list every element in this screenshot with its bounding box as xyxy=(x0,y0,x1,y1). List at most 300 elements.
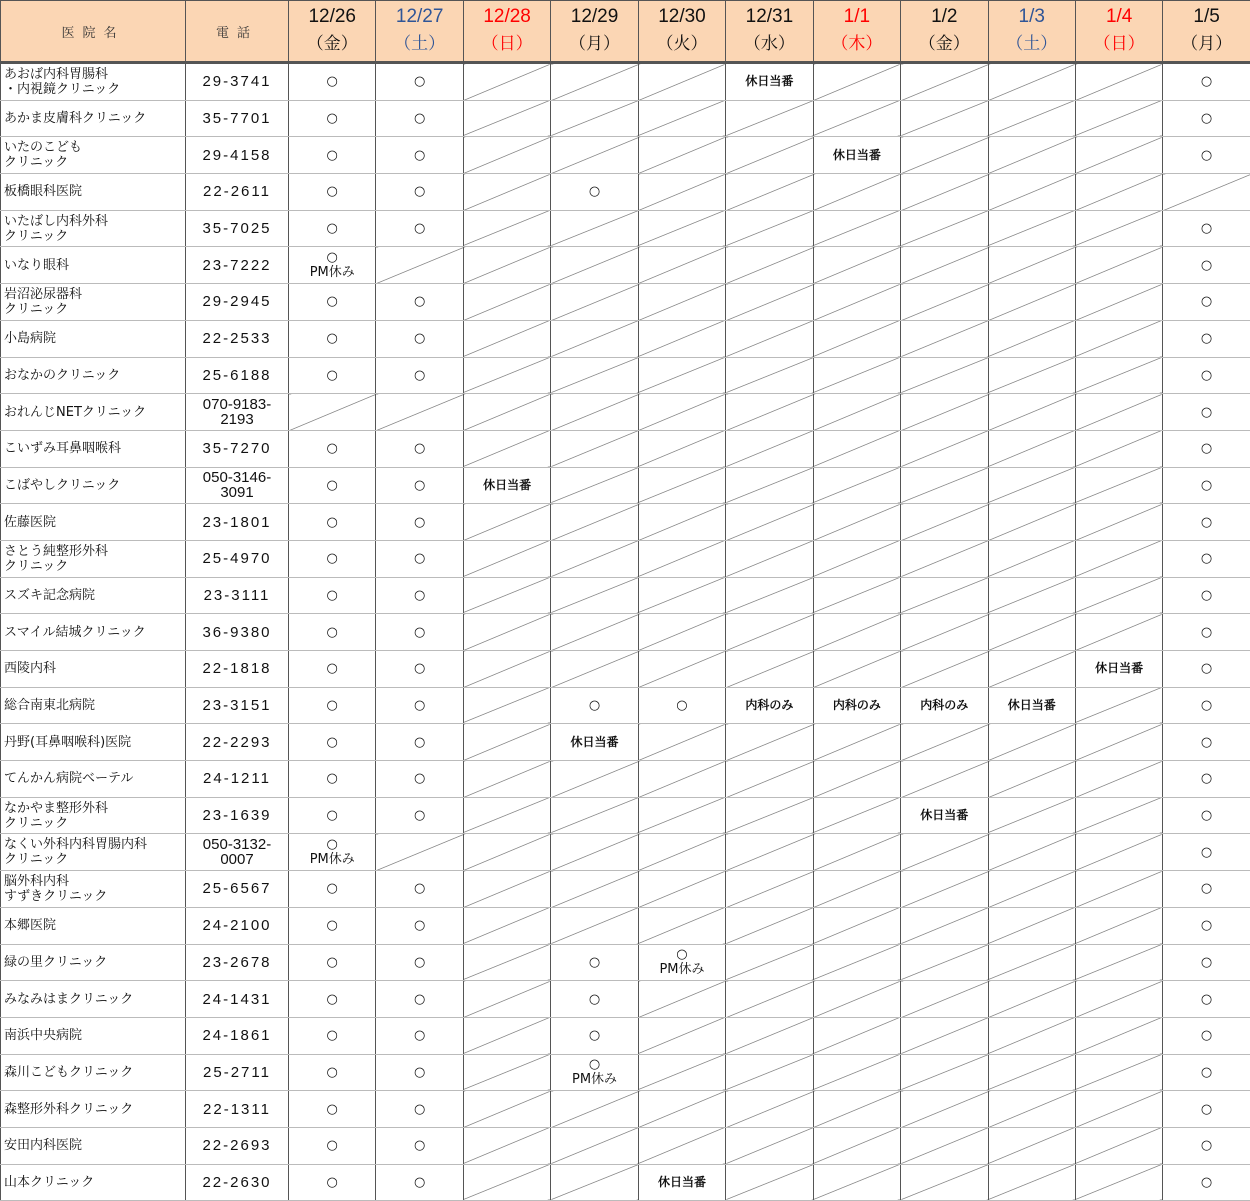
open-cell: ○ xyxy=(376,1017,463,1054)
open-cell: ○ xyxy=(1163,504,1250,541)
closed-cell xyxy=(988,540,1075,577)
closed-cell xyxy=(726,614,813,651)
closed-cell xyxy=(463,651,550,688)
day-weekday: （日） xyxy=(464,30,550,58)
duty-note-cell: 休日当番 xyxy=(1075,651,1162,688)
closed-cell xyxy=(463,724,550,761)
day-header xyxy=(988,1,1075,63)
closed-cell xyxy=(726,907,813,944)
open-cell: ○ xyxy=(289,540,376,577)
closed-cell xyxy=(901,430,988,467)
day-date: 12/29 xyxy=(551,4,637,30)
open-cell: ○ xyxy=(376,907,463,944)
closed-cell xyxy=(901,137,988,174)
day-date: 1/2 xyxy=(901,4,987,30)
closed-cell xyxy=(638,63,725,101)
clinic-name: いたばし内科外科 クリニック xyxy=(1,210,186,247)
clinic-name: なくい外科内科胃腸内科 クリニック xyxy=(1,834,186,871)
closed-cell xyxy=(638,1054,725,1091)
closed-cell xyxy=(813,797,900,834)
open-cell: ○ xyxy=(551,944,638,981)
clinic-tel: 36-9380 xyxy=(186,614,289,651)
clinic-name: 緑の里クリニック xyxy=(1,944,186,981)
closed-cell xyxy=(551,871,638,908)
closed-cell xyxy=(988,724,1075,761)
closed-cell xyxy=(726,394,813,431)
open-cell: ○ xyxy=(289,907,376,944)
clinic-name: 板橋眼科医院 xyxy=(1,174,186,211)
table-row xyxy=(1,430,1250,467)
clinic-tel: 25-6188 xyxy=(186,357,289,394)
closed-cell xyxy=(551,907,638,944)
open-cell: ○ PM休み xyxy=(638,944,725,981)
clinic-name: 小島病院 xyxy=(1,320,186,357)
open-cell: ○ xyxy=(376,210,463,247)
closed-cell xyxy=(463,210,550,247)
open-cell: ○ xyxy=(1163,540,1250,577)
open-cell: ○ xyxy=(1163,614,1250,651)
day-date: 12/30 xyxy=(639,4,725,30)
closed-cell xyxy=(376,394,463,431)
closed-cell xyxy=(638,394,725,431)
closed-cell xyxy=(988,614,1075,651)
closed-cell xyxy=(726,797,813,834)
clinic-name: あおば内科胃腸科 ・内視鏡クリニック xyxy=(1,63,186,101)
closed-cell xyxy=(813,210,900,247)
open-cell: ○ xyxy=(1163,137,1250,174)
closed-cell xyxy=(376,247,463,284)
closed-cell xyxy=(813,394,900,431)
closed-cell xyxy=(1163,174,1250,211)
closed-cell xyxy=(726,210,813,247)
closed-cell xyxy=(463,63,550,101)
closed-cell xyxy=(1075,137,1162,174)
open-cell: ○ xyxy=(376,357,463,394)
closed-cell xyxy=(638,540,725,577)
day-date: 12/26 xyxy=(289,4,375,30)
closed-cell xyxy=(988,797,1075,834)
clinic-tel: 35-7701 xyxy=(186,100,289,137)
clinic-name: 安田内科医院 xyxy=(1,1127,186,1164)
closed-cell xyxy=(551,137,638,174)
closed-cell xyxy=(813,907,900,944)
closed-cell xyxy=(1075,284,1162,321)
open-cell: ○ xyxy=(289,284,376,321)
closed-cell xyxy=(1075,797,1162,834)
clinic-tel: 23-7222 xyxy=(186,247,289,284)
table-row xyxy=(1,834,1250,871)
closed-cell xyxy=(551,100,638,137)
closed-cell xyxy=(901,907,988,944)
closed-cell xyxy=(726,834,813,871)
table-row xyxy=(1,394,1250,431)
closed-cell xyxy=(1075,1127,1162,1164)
closed-cell xyxy=(638,137,725,174)
open-cell: ○ xyxy=(289,577,376,614)
closed-cell xyxy=(551,834,638,871)
closed-cell xyxy=(463,871,550,908)
closed-cell xyxy=(1075,834,1162,871)
closed-cell xyxy=(551,320,638,357)
open-cell: ○ xyxy=(1163,1017,1250,1054)
table-row xyxy=(1,871,1250,908)
open-cell: ○ xyxy=(1163,981,1250,1018)
closed-cell xyxy=(726,944,813,981)
closed-cell xyxy=(901,651,988,688)
closed-cell xyxy=(638,1017,725,1054)
closed-cell xyxy=(638,981,725,1018)
clinic-tel: 29-2945 xyxy=(186,284,289,321)
table-row xyxy=(1,100,1250,137)
closed-cell xyxy=(813,247,900,284)
closed-cell xyxy=(813,1127,900,1164)
closed-cell xyxy=(638,247,725,284)
closed-cell xyxy=(463,1164,550,1201)
closed-cell xyxy=(901,614,988,651)
closed-cell xyxy=(463,944,550,981)
closed-cell xyxy=(551,357,638,394)
clinic-tel: 23-1639 xyxy=(186,797,289,834)
day-weekday: （土） xyxy=(376,30,462,58)
clinic-tel: 22-1818 xyxy=(186,651,289,688)
day-header xyxy=(463,1,550,63)
closed-cell xyxy=(726,100,813,137)
open-cell: ○ xyxy=(289,1017,376,1054)
open-cell: ○ xyxy=(1163,834,1250,871)
open-cell: ○ xyxy=(289,320,376,357)
closed-cell xyxy=(813,357,900,394)
clinic-name: 森川こどもクリニック xyxy=(1,1054,186,1091)
open-cell: ○ xyxy=(289,63,376,101)
closed-cell xyxy=(813,284,900,321)
open-cell: ○ xyxy=(1163,577,1250,614)
closed-cell xyxy=(638,871,725,908)
day-date: 12/28 xyxy=(464,4,550,30)
closed-cell xyxy=(463,907,550,944)
day-weekday: （日） xyxy=(1076,30,1162,58)
open-cell: ○ xyxy=(376,871,463,908)
closed-cell xyxy=(551,1127,638,1164)
closed-cell xyxy=(638,1127,725,1164)
open-cell: ○ xyxy=(289,430,376,467)
closed-cell xyxy=(726,1054,813,1091)
closed-cell xyxy=(813,871,900,908)
clinic-tel: 23-2678 xyxy=(186,944,289,981)
open-cell: ○ xyxy=(289,724,376,761)
table-row xyxy=(1,944,1250,981)
closed-cell xyxy=(1075,210,1162,247)
closed-cell xyxy=(551,1164,638,1201)
closed-cell xyxy=(638,761,725,798)
day-weekday: （土） xyxy=(989,30,1075,58)
day-header xyxy=(1075,1,1162,63)
day-weekday: （火） xyxy=(639,30,725,58)
closed-cell xyxy=(463,430,550,467)
closed-cell xyxy=(988,1017,1075,1054)
closed-cell xyxy=(901,1091,988,1128)
closed-cell xyxy=(551,284,638,321)
open-cell: ○ xyxy=(289,981,376,1018)
open-cell: ○ xyxy=(289,100,376,137)
closed-cell xyxy=(463,761,550,798)
duty-note-cell: 休日当番 xyxy=(638,1164,725,1201)
closed-cell xyxy=(638,834,725,871)
open-cell: ○ xyxy=(1163,871,1250,908)
closed-cell xyxy=(988,577,1075,614)
closed-cell xyxy=(901,1164,988,1201)
closed-cell xyxy=(988,357,1075,394)
clinic-tel: 23-3111 xyxy=(186,577,289,614)
clinic-name: スズキ記念病院 xyxy=(1,577,186,614)
closed-cell xyxy=(813,174,900,211)
closed-cell xyxy=(638,467,725,504)
table-row xyxy=(1,687,1250,724)
clinic-tel: 24-2100 xyxy=(186,907,289,944)
closed-cell xyxy=(988,174,1075,211)
open-cell: ○ xyxy=(289,651,376,688)
table-row xyxy=(1,247,1250,284)
clinic-tel: 22-2693 xyxy=(186,1127,289,1164)
clinic-tel: 22-2293 xyxy=(186,724,289,761)
closed-cell xyxy=(726,430,813,467)
closed-cell xyxy=(726,871,813,908)
closed-cell xyxy=(551,761,638,798)
closed-cell xyxy=(988,1054,1075,1091)
closed-cell xyxy=(726,1164,813,1201)
closed-cell xyxy=(463,577,550,614)
closed-cell xyxy=(901,577,988,614)
clinic-name: いなり眼科 xyxy=(1,247,186,284)
table-row xyxy=(1,284,1250,321)
open-cell: ○ xyxy=(376,1164,463,1201)
closed-cell xyxy=(726,1127,813,1164)
closed-cell xyxy=(551,247,638,284)
open-cell: ○ xyxy=(551,1017,638,1054)
closed-cell xyxy=(988,210,1075,247)
closed-cell xyxy=(463,174,550,211)
closed-cell xyxy=(988,63,1075,101)
closed-cell xyxy=(901,394,988,431)
closed-cell xyxy=(1075,724,1162,761)
closed-cell xyxy=(901,63,988,101)
closed-cell xyxy=(813,1054,900,1091)
clinic-name: 森整形外科クリニック xyxy=(1,1091,186,1128)
closed-cell xyxy=(1075,504,1162,541)
day-weekday: （月） xyxy=(551,30,637,58)
day-header xyxy=(638,1,725,63)
table-row xyxy=(1,1017,1250,1054)
day-header xyxy=(726,1,813,63)
open-cell: ○ xyxy=(289,614,376,651)
clinic-name: みなみはまクリニック xyxy=(1,981,186,1018)
closed-cell xyxy=(988,320,1075,357)
open-cell: ○ xyxy=(1163,1164,1250,1201)
open-cell: ○ xyxy=(1163,284,1250,321)
closed-cell xyxy=(551,540,638,577)
duty-note-cell: 休日当番 xyxy=(463,467,550,504)
open-cell: ○ xyxy=(289,357,376,394)
closed-cell xyxy=(463,1017,550,1054)
closed-cell xyxy=(638,504,725,541)
closed-cell xyxy=(813,1017,900,1054)
closed-cell xyxy=(1075,687,1162,724)
tel-header: 電話 xyxy=(186,1,289,63)
closed-cell xyxy=(901,761,988,798)
closed-cell xyxy=(463,834,550,871)
open-cell: ○ xyxy=(376,651,463,688)
open-cell: ○ xyxy=(289,1164,376,1201)
closed-cell xyxy=(726,981,813,1018)
day-weekday: （木） xyxy=(814,30,900,58)
closed-cell xyxy=(813,467,900,504)
open-cell: ○ xyxy=(1163,761,1250,798)
open-cell: ○ xyxy=(638,687,725,724)
clinic-name: さとう純整形外科 クリニック xyxy=(1,540,186,577)
clinic-name: こいずみ耳鼻咽喉科 xyxy=(1,430,186,467)
day-date: 12/27 xyxy=(376,4,462,30)
closed-cell xyxy=(813,651,900,688)
closed-cell xyxy=(638,284,725,321)
open-cell: ○ xyxy=(1163,357,1250,394)
closed-cell xyxy=(726,761,813,798)
closed-cell xyxy=(901,724,988,761)
clinic-tel: 24-1861 xyxy=(186,1017,289,1054)
closed-cell xyxy=(1075,174,1162,211)
duty-note-cell: 休日当番 xyxy=(551,724,638,761)
open-cell: ○ xyxy=(1163,797,1250,834)
clinic-tel: 29-3741 xyxy=(186,63,289,101)
closed-cell xyxy=(463,320,550,357)
clinic-name-header: 医院名 xyxy=(1,1,186,63)
closed-cell xyxy=(988,430,1075,467)
open-cell: ○ xyxy=(1163,394,1250,431)
closed-cell xyxy=(813,1091,900,1128)
closed-cell xyxy=(1075,1054,1162,1091)
clinic-name: こばやしクリニック xyxy=(1,467,186,504)
closed-cell xyxy=(1075,871,1162,908)
open-cell: ○ xyxy=(551,174,638,211)
day-header xyxy=(901,1,988,63)
closed-cell xyxy=(638,651,725,688)
open-cell: ○ xyxy=(1163,651,1250,688)
open-cell: ○ xyxy=(1163,1127,1250,1164)
closed-cell xyxy=(463,1127,550,1164)
duty-note-cell: 休日当番 xyxy=(813,137,900,174)
closed-cell xyxy=(551,210,638,247)
day-header xyxy=(813,1,900,63)
closed-cell xyxy=(1075,357,1162,394)
clinic-tel: 25-4970 xyxy=(186,540,289,577)
table-row xyxy=(1,614,1250,651)
closed-cell xyxy=(726,174,813,211)
clinic-tel: 22-2611 xyxy=(186,174,289,211)
closed-cell xyxy=(726,540,813,577)
closed-cell xyxy=(901,284,988,321)
clinic-tel: 25-2711 xyxy=(186,1054,289,1091)
closed-cell xyxy=(463,614,550,651)
table-row xyxy=(1,651,1250,688)
closed-cell xyxy=(1075,467,1162,504)
closed-cell xyxy=(463,540,550,577)
closed-cell xyxy=(901,357,988,394)
closed-cell xyxy=(726,320,813,357)
closed-cell xyxy=(901,320,988,357)
clinic-tel: 35-7270 xyxy=(186,430,289,467)
open-cell: ○ xyxy=(1163,430,1250,467)
open-cell: ○ xyxy=(376,137,463,174)
closed-cell xyxy=(901,871,988,908)
closed-cell xyxy=(1075,320,1162,357)
closed-cell xyxy=(1075,1017,1162,1054)
open-cell: ○ xyxy=(1163,320,1250,357)
open-cell: ○ xyxy=(376,504,463,541)
open-cell: ○ xyxy=(289,467,376,504)
open-cell: ○ xyxy=(376,284,463,321)
closed-cell xyxy=(551,1091,638,1128)
closed-cell xyxy=(901,504,988,541)
open-cell: ○ xyxy=(551,687,638,724)
closed-cell xyxy=(901,210,988,247)
closed-cell xyxy=(463,504,550,541)
closed-cell xyxy=(551,467,638,504)
closed-cell xyxy=(988,907,1075,944)
closed-cell xyxy=(988,834,1075,871)
closed-cell xyxy=(376,834,463,871)
closed-cell xyxy=(638,210,725,247)
table-row xyxy=(1,174,1250,211)
closed-cell xyxy=(1075,63,1162,101)
clinic-name: 岩沼泌尿器科 クリニック xyxy=(1,284,186,321)
open-cell: ○ xyxy=(289,1054,376,1091)
table-row xyxy=(1,1054,1250,1091)
closed-cell xyxy=(813,320,900,357)
clinic-name: 丹野(耳鼻咽喉科)医院 xyxy=(1,724,186,761)
clinic-name: おれんじNETクリニック xyxy=(1,394,186,431)
closed-cell xyxy=(551,577,638,614)
open-cell: ○ PM休み xyxy=(551,1054,638,1091)
closed-cell xyxy=(988,651,1075,688)
closed-cell xyxy=(638,797,725,834)
open-cell: ○ xyxy=(376,761,463,798)
closed-cell xyxy=(988,137,1075,174)
closed-cell xyxy=(1075,614,1162,651)
closed-cell xyxy=(813,430,900,467)
duty-note-cell: 内科のみ xyxy=(901,687,988,724)
closed-cell xyxy=(726,724,813,761)
table-row xyxy=(1,504,1250,541)
table-row xyxy=(1,137,1250,174)
day-header xyxy=(376,1,463,63)
open-cell: ○ xyxy=(1163,247,1250,284)
table-row xyxy=(1,577,1250,614)
closed-cell xyxy=(638,174,725,211)
open-cell: ○ xyxy=(376,174,463,211)
closed-cell xyxy=(551,394,638,431)
day-date: 1/5 xyxy=(1163,4,1249,30)
table-row xyxy=(1,63,1250,101)
closed-cell xyxy=(1075,1164,1162,1201)
duty-note-cell: 休日当番 xyxy=(726,63,813,101)
open-cell: ○ xyxy=(376,1127,463,1164)
clinic-name: スマイル結城クリニック xyxy=(1,614,186,651)
closed-cell xyxy=(726,504,813,541)
closed-cell xyxy=(988,394,1075,431)
duty-note-cell: 内科のみ xyxy=(726,687,813,724)
clinic-tel: 23-1801 xyxy=(186,504,289,541)
closed-cell xyxy=(988,761,1075,798)
closed-cell xyxy=(463,100,550,137)
open-cell: ○ xyxy=(1163,1054,1250,1091)
